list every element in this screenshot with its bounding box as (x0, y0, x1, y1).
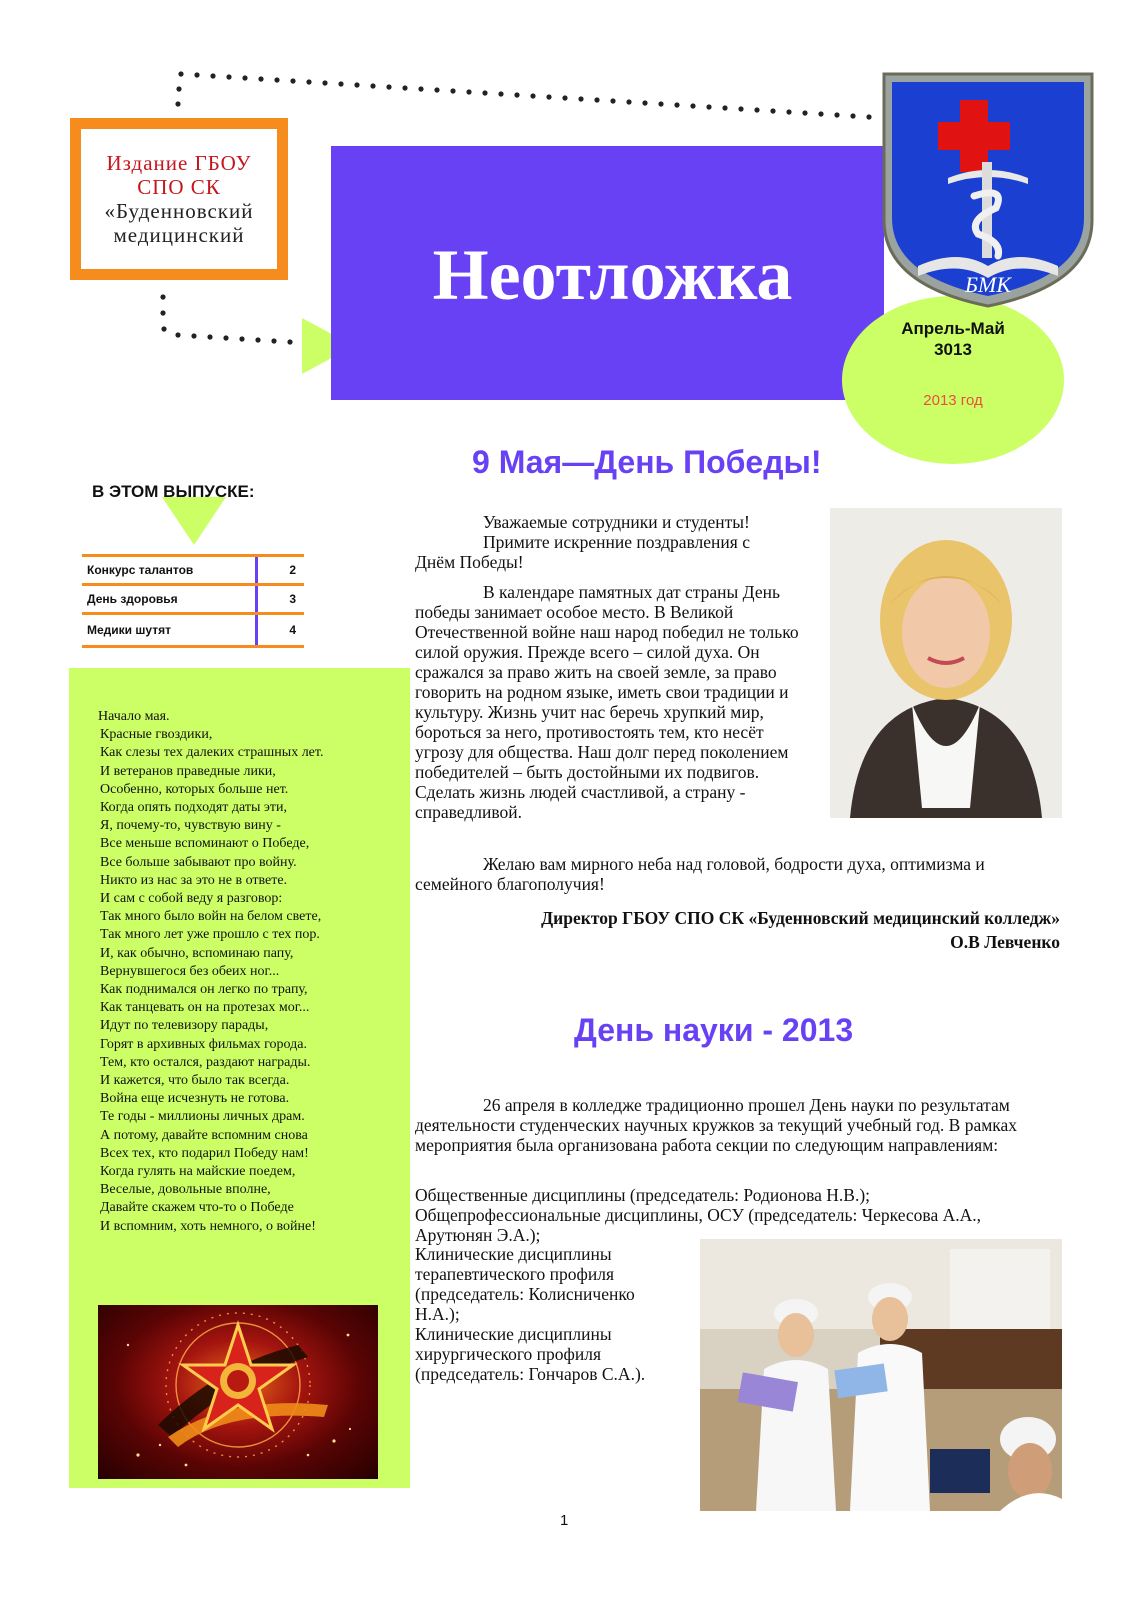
section-item: Общепрофессиональные дисциплины, ОСУ (председатель: Черкесова А.А., Арутюнян Э.А.); (415, 1205, 982, 1245)
poem-line: Как танцевать он на протезах мог... (100, 1000, 310, 1016)
publisher-line-4: медицинский (113, 223, 245, 247)
poem-line: Красные гвоздики, (100, 727, 213, 743)
poem-line: И кажется, что было так всегда. (100, 1073, 290, 1089)
science-sections-list-top (415, 1185, 1060, 1245)
publisher-line-2: СПО СК (137, 175, 221, 199)
toc-item-label: Медики шутят (87, 623, 171, 637)
poem-line: Война еще исчезнуть не готова. (100, 1091, 290, 1107)
toc-item[interactable] (82, 583, 304, 612)
poem-line: Всех тех, кто подарил Победу нам! (100, 1145, 309, 1161)
issue-date (842, 318, 1064, 360)
toc-item-page: 4 (289, 623, 296, 637)
dotted-line-left-top (175, 86, 181, 106)
section-item: Клинические дисциплины терапевтического профиля (председатель: Колисниченко Н.А.); (415, 1244, 635, 1324)
students-presentation-image (700, 1239, 1062, 1511)
poem (96, 708, 396, 1236)
director-photo (830, 508, 1062, 818)
science-day-heading: День науки - 2013 (574, 1012, 854, 1048)
newspaper-title: Неотложка (432, 234, 793, 315)
greeting-line-1: Уважаемые сотрудники и студенты! (483, 512, 750, 532)
science-sections-list-bottom (415, 1244, 683, 1384)
victory-article-text (415, 512, 815, 832)
college-emblem-icon (878, 70, 1098, 310)
poem-line: Когда гулять на майские поедем, (100, 1164, 296, 1180)
section-item: Общественные дисциплины (председатель: Родионова Н.В.); (415, 1185, 871, 1205)
emblem-text: БМК (965, 272, 1011, 297)
poem-line: Так много было войн на белом свете, (100, 909, 322, 925)
poem-line: Те годы - миллионы личных драм. (100, 1109, 305, 1125)
dotted-line-top (178, 71, 871, 119)
signature-name: О.В Левченко (950, 932, 1060, 952)
toc-heading: В ЭТОМ ВЫПУСКЕ: (92, 482, 255, 501)
issue-months: Апрель-Май (901, 319, 1005, 338)
poem-line: Идут по телевизору парады, (100, 1018, 269, 1034)
poem-line: Веселые, довольные вполне, (100, 1182, 271, 1198)
science-intro: 26 апреля в колледже традиционно прошел День науки по результатам деятельности студенческих научных кружков за текущий учебный год. В рамках мероприятия была организована работа секции по следующим направлениям: (415, 1095, 1018, 1155)
poem-line: Все меньше вспоминают о Победе, (100, 836, 310, 852)
poem-line: Начало мая. (98, 709, 170, 724)
greeting-line-2: Примите искренние поздравления с (483, 532, 750, 552)
students-photo (700, 1239, 1062, 1511)
poem-line: И сам с собой веду я разговор: (100, 891, 283, 907)
poem-line: И вспомним, хоть немного, о войне! (100, 1218, 316, 1234)
publisher-line-1: Издание ГБОУ (106, 151, 252, 175)
poem-line: Вернувшегося без обеих ног... (100, 963, 280, 979)
toc-item-label: Конкурс талантов (87, 563, 194, 577)
portrait-image (830, 508, 1062, 818)
poem-line: Особенно, которых больше нет. (100, 781, 289, 797)
arrow-triangle-down (162, 497, 226, 545)
signature (415, 906, 1060, 954)
toc-item[interactable] (82, 612, 304, 648)
dotted-line-left-bottom (160, 294, 292, 344)
victory-wish: Желаю вам мирного неба над головой, бодрости духа, оптимизма и семейного благополучия! (415, 854, 985, 894)
poem-line: Давайте скажем что-то о Победе (100, 1200, 294, 1216)
title-banner (331, 146, 884, 400)
poem-line: А потому, давайте вспомним снова (100, 1127, 308, 1143)
poem-line: И ветеранов праведные лики, (100, 763, 276, 779)
poem-line: Все больше забывают про войну. (100, 854, 297, 870)
poem-line: Горят в архивных фильмах города. (100, 1036, 307, 1052)
toc-item-page: 2 (289, 563, 296, 577)
toc-divider (255, 557, 258, 583)
toc-item-page: 3 (289, 592, 296, 606)
greeting-line-3: Днём Победы! (415, 552, 524, 572)
victory-day-heading: 9 Мая—День Победы! (472, 444, 822, 480)
poem-line: Я, почему-то, чувствую вину - (100, 818, 281, 834)
poem-line: Как слезы тех далеких страшных лет. (100, 745, 324, 761)
toc-divider (255, 586, 258, 612)
section-item: Клинические дисциплины хирургического профиля (председатель: Гончаров С.А.). (415, 1324, 646, 1384)
poem-line: И, как обычно, вспоминаю папу, (100, 945, 294, 961)
order-of-victory-icon (98, 1305, 378, 1479)
publisher-box (70, 118, 288, 280)
poem-line: Когда опять подходят даты эти, (100, 800, 288, 816)
issue-year: 2013 год (923, 392, 983, 409)
poem-line: Никто из нас за это не в ответе. (100, 872, 288, 888)
toc-item-label: День здоровья (87, 592, 178, 606)
poem-line: Как поднимался он легко по трапу, (100, 982, 308, 998)
poem-line: Тем, кто остался, раздают награды. (100, 1054, 311, 1070)
poem-line: Так много лет уже прошло с тех пор. (100, 927, 320, 943)
toc-divider (255, 615, 258, 645)
toc-item[interactable] (82, 554, 304, 583)
page-number: 1 (560, 1512, 569, 1529)
victory-paragraph: В календаре памятных дат страны День победы занимает особое место. В Великой Отечественной войне наш народ победил не только силой оружия. Прежде всего – силой духа. Он сражался за право жить на своей земле, за право говорить на родном языке, иметь свои традиции и культуру. Жизнь учит нас беречь хрупкий мир, бороться за него, противостоять тем, кто несёт угрозу для общества. Наш долг перед поколением победителей – быть достойными их подвигов. Сделать жизнь людей счастливой, а страну - справедливой. (415, 582, 799, 822)
issue-number: 3013 (934, 340, 972, 359)
signature-title: Директор ГБОУ СПО СК «Буденновский медицинский колледж» (541, 908, 1060, 928)
table-of-contents (82, 554, 304, 648)
victory-order-image (98, 1305, 378, 1479)
publisher-line-3: «Буденновский (104, 199, 254, 223)
